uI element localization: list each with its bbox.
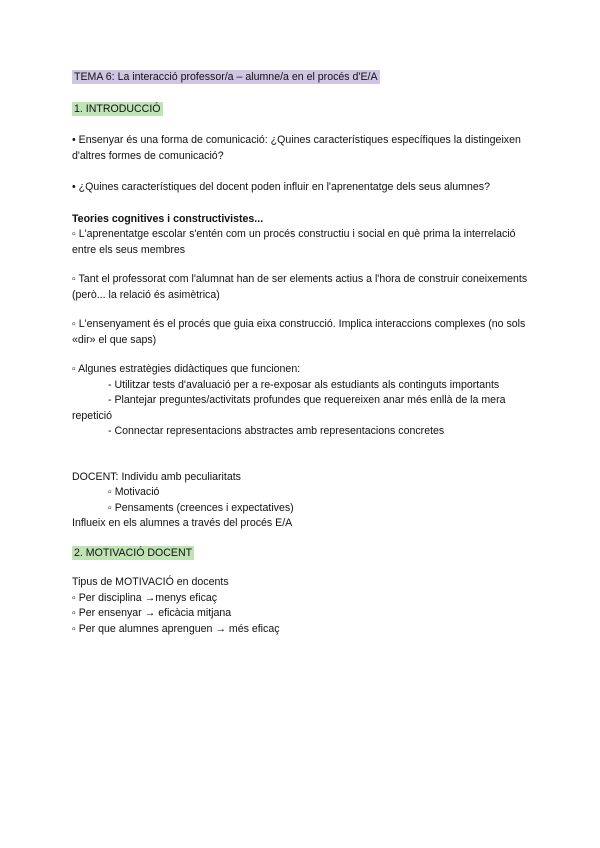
- bullet-caracteristiques-docent: • ¿Quines característiques del docent poden influir en l'aprenentatge dels seus alumnes?: [72, 181, 490, 193]
- document-title: TEMA 6: La interacció professor/a – alumne/a en el procés d'E/A: [74, 71, 378, 83]
- docent-item: ▫ Motivació: [108, 486, 160, 498]
- docent-line: DOCENT: Individu amb peculiaritats: [72, 470, 241, 483]
- influeix-line: Influeix en els alumnes a través del procés E/A: [72, 517, 293, 529]
- section-heading-motivacio: 2. MOTIVACIÓ DOCENT: [74, 546, 193, 559]
- strategy-item: - Plantejar preguntes/activitats profundes que requereixen anar més enllà de la mera repetició: [72, 394, 506, 422]
- strategy-item: - Utilitzar tests d'avaluació per a re-exposar als estudiants als continguts importants: [108, 378, 500, 391]
- motivacio-item: ▫ Per disciplina →menys eficaç: [72, 591, 218, 604]
- theories-heading: Teories cognitives i constructivistes...: [72, 212, 264, 225]
- motivacio-item: ▫ Per ensenyar → eficàcia mitjana: [72, 607, 232, 619]
- section-heading-introduccio: 1. INTRODUCCIÓ: [74, 102, 161, 115]
- theory-item: ▫ L'ensenyament és el procés que guia eixa construcció. Implica interaccions complexes (no sols «dir» el que saps): [72, 318, 526, 346]
- motivacio-item: ▫ Per que alumnes aprenguen → més eficaç: [72, 622, 280, 635]
- theory-item: ▫ Algunes estratègies didàctiques que funcionen:: [72, 363, 301, 375]
- theory-item: ▫ L'aprenentatge escolar s'entén com un procés constructiu i social en què prima la interrelació entre els seus membres: [72, 228, 516, 256]
- document-page: [72, 70, 532, 637]
- docent-item: ▫ Pensaments (creences i expectatives): [108, 501, 294, 514]
- motivacio-intro: Tipus de MOTIVACIÓ en docents: [72, 576, 229, 588]
- theory-item: ▫ Tant el professorat com l'alumnat han de ser elements actius a l'hora de construir coneixements (però... la relació és asimètrica): [72, 273, 528, 301]
- strategy-item: - Connectar representacions abstractes amb representacions concretes: [108, 425, 445, 437]
- bullet-comunicacio: • Ensenyar és una forma de comunicació: ¿Quines característiques específiques la distingeixen d'altres formes de comunicació?: [72, 134, 521, 162]
